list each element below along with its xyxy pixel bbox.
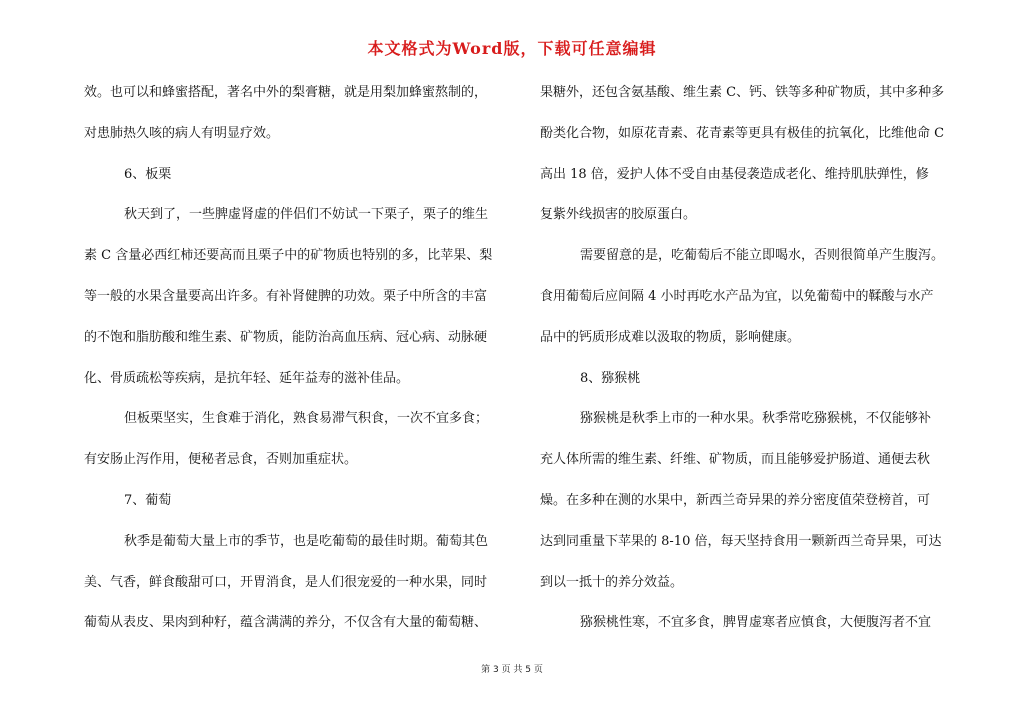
text-line: 燥。在多种在测的水果中，新西兰奇异果的养分密度值荣登榜首，可	[540, 492, 931, 508]
text-line: 复紫外线损害的胶原蛋白。	[540, 207, 697, 223]
document-banner: 本文格式为Word版，下载可任意编辑	[367, 39, 657, 58]
text-line: 化、骨质疏松等疾病，是抗年轻、延年益寿的滋补佳品。	[84, 370, 410, 386]
section-heading-kiwi: 8、猕猴桃	[580, 370, 641, 386]
text-line: 到以一抵十的养分效益。	[540, 574, 684, 590]
text-line: 素 C 含量必西红柿还要高而且栗子中的矿物质也特别的多，比苹果、梨	[84, 248, 493, 264]
text-line: 有安肠止泻作用，便秘者忌食，否则加重症状。	[84, 452, 358, 468]
text-line: 等一般的水果含量要高出许多。有补肾健脾的功效。栗子中所含的丰富	[84, 288, 488, 304]
right-text-column	[540, 80, 970, 651]
text-line: 效。也可以和蜂蜜搭配，著名中外的梨膏糖，就是用梨加蜂蜜熬制的，	[84, 85, 488, 100]
text-line: 充人体所需的维生素、纤维、矿物质，而且能够爱护肠道、通便去秋	[540, 452, 931, 468]
section-heading-grape: 7、葡萄	[124, 492, 172, 508]
text-line: 高出 18 倍，爱护人体不受自由基侵袭造成老化、维持肌肤弹性，修	[540, 166, 929, 182]
text-line: 需要留意的是，吃葡萄后不能立即喝水，否则很简单产生腹泻。	[580, 248, 945, 264]
text-line: 酚类化合物，如原花青素、花青素等更具有极佳的抗氧化，比维他命 C	[540, 125, 945, 141]
text-line: 达到同重量下苹果的 8-10 倍，每天坚持食用一颗新西兰奇异果，可达	[540, 533, 942, 549]
text-line: 食用葡萄后应间隔 4 小时再吃水产品为宜，以免葡萄中的鞣酸与水产	[540, 288, 934, 304]
text-line: 的不饱和脂肪酸和维生素、矿物质，能防治高血压病、冠心病、动脉硬	[84, 329, 488, 345]
text-line: 秋季是葡萄大量上市的季节，也是吃葡萄的最佳时期。葡萄其色	[124, 533, 489, 549]
text-line: 但板栗坚实，生食难于消化，熟食易滞气积食，一次不宜多食；	[124, 411, 489, 427]
text-line: 对患肺热久咳的病人有明显疗效。	[84, 125, 280, 141]
page-number: 第 3 页 共 5 页	[481, 665, 543, 675]
text-line: 猕猴桃性寒，不宜多食，脾胃虚寒者应慎食，大便腹泻者不宜	[580, 615, 932, 631]
left-text-column	[84, 80, 514, 651]
text-line: 品中的钙质形成难以汲取的物质，影响健康。	[540, 329, 801, 345]
text-line: 葡萄从表皮、果肉到种籽，蕴含满满的养分，不仅含有大量的葡萄糖、	[84, 615, 488, 631]
section-heading-chestnut: 6、板栗	[124, 166, 172, 182]
text-line: 猕猴桃是秋季上市的一种水果。秋季常吃猕猴桃，不仅能够补	[580, 411, 932, 427]
text-line: 秋天到了，一些脾虚肾虚的伴侣们不妨试一下栗子，栗子的维生	[124, 207, 489, 223]
text-line: 果糖外，还包含氨基酸、维生素 C、钙、铁等多种矿物质，其中多种多	[540, 85, 945, 100]
text-line: 美、气香，鲜食酸甜可口，开胃消食，是人们很宠爱的一种水果，同时	[84, 574, 488, 590]
